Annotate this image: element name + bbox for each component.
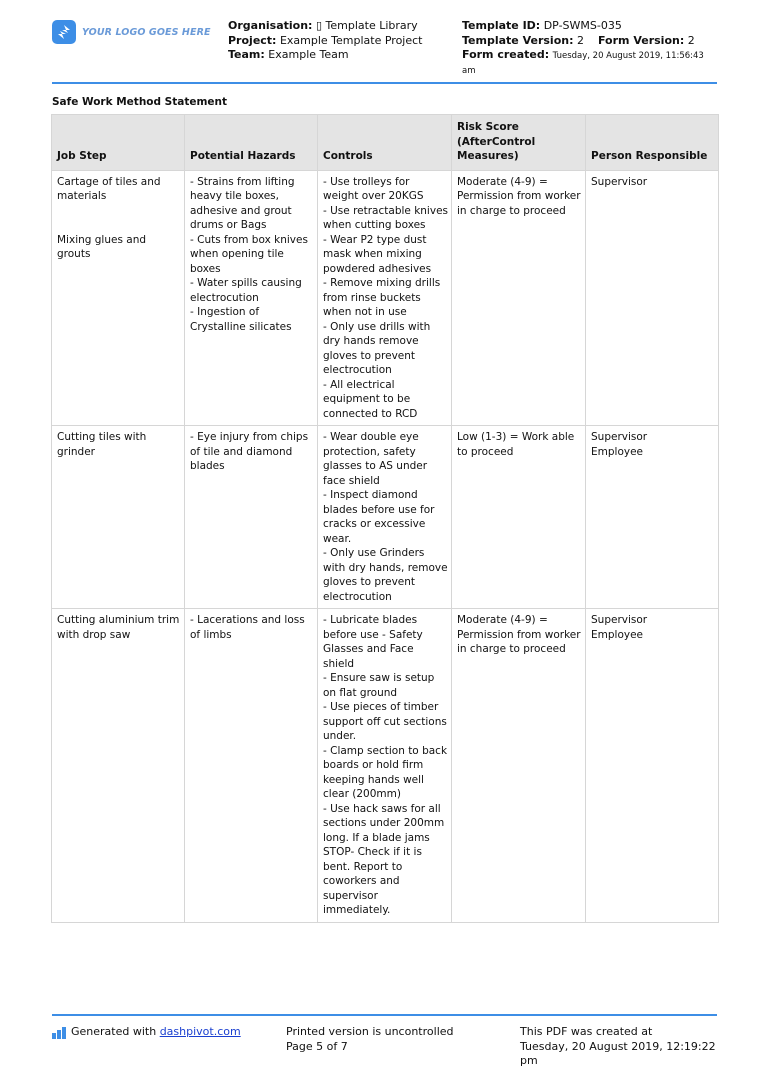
footer-divider <box>52 1014 717 1016</box>
cell-potential-hazards <box>185 170 318 426</box>
page-number: Page 5 of 7 <box>286 1039 348 1053</box>
table-row <box>52 426 719 609</box>
footer-pdf-created <box>520 1025 716 1069</box>
cell-line: - Use retractable knives <box>323 204 448 217</box>
cell-line: of tile and diamond <box>190 445 293 458</box>
cell-line: Low (1-3) = Work able <box>457 431 575 443</box>
cell-controls <box>318 170 452 426</box>
cell-line: Mixing glues and <box>57 233 147 246</box>
header-divider <box>52 82 717 84</box>
cell-line: to proceed <box>457 445 514 458</box>
cell-line: Supervisor <box>591 175 648 188</box>
cell-line: - Inspect diamond <box>323 489 418 501</box>
dashpivot-link[interactable]: dashpivot.com <box>159 1025 241 1038</box>
dashpivot-icon <box>52 1027 66 1039</box>
col-header-potential-hazards: Potential Hazards <box>185 115 318 171</box>
cell-line: clear (200mm) <box>323 788 401 800</box>
cell-line: adhesive and grout <box>190 204 292 217</box>
cell-line: keeping hands well <box>323 773 424 786</box>
cell-line: immediately. <box>323 904 391 916</box>
cell-line: - Use trolleys for <box>323 175 410 188</box>
cell-job-step <box>52 426 185 609</box>
template-version-label: Template Version: <box>462 33 574 47</box>
table-header-row <box>52 115 719 171</box>
pdf-created-date-cont: pm <box>520 1054 538 1067</box>
footer-printed <box>286 1025 454 1054</box>
table-row <box>52 170 719 426</box>
cell-line: connected to RCD <box>323 407 418 420</box>
cell-line: - Only use drills with <box>323 320 431 333</box>
organisation-value: ▯ Template Library <box>315 19 418 32</box>
cell-line: Permission from worker <box>457 190 581 202</box>
template-version-value: 2 <box>576 33 584 47</box>
form-created-value: Tuesday, 20 August 2019, 11:56:43 <box>552 51 704 61</box>
template-id-label: Template ID: <box>462 19 541 32</box>
cell-line: materials <box>57 190 107 202</box>
cell-person-responsible <box>586 170 719 426</box>
cell-line: wear. <box>323 532 352 545</box>
cell-risk-score <box>452 170 586 426</box>
swms-table <box>51 114 719 923</box>
cell-line: in charge to proceed <box>457 204 566 217</box>
pdf-created-label: This PDF was created at <box>520 1025 653 1038</box>
cell-line: - Cuts from box knives <box>190 233 308 246</box>
risk-header-line: Risk Score (After <box>457 121 519 148</box>
cell-line: with dry hands, remove <box>323 561 448 574</box>
cell-risk-score <box>452 609 586 923</box>
table-row <box>52 609 719 923</box>
cell-line: before use - Safety <box>323 628 423 641</box>
cell-line: Crystalline silicates <box>190 320 292 333</box>
cell-line: - Water spills causing <box>190 277 302 289</box>
table-body <box>52 170 719 922</box>
cell-line: boxes <box>190 262 221 275</box>
col-header-person-responsible: Person Responsible <box>586 115 719 171</box>
cell-spacer <box>57 204 179 219</box>
team-label: Team: <box>228 48 265 61</box>
cell-line: long. If a blade jams <box>323 831 430 844</box>
cell-line: drums or Bags <box>190 219 267 231</box>
cell-line: - Eye injury from chips <box>190 431 309 443</box>
form-created-value-cont: am <box>462 65 476 76</box>
cell-line: Employee <box>591 445 644 458</box>
cell-line: bent. Report to <box>323 860 403 873</box>
section-title: Safe Work Method Statement <box>52 96 228 108</box>
cell-line: - Lubricate blades <box>323 614 418 626</box>
cell-spacer <box>57 218 179 233</box>
cell-line: powdered adhesives <box>323 262 432 275</box>
cell-line: when opening tile <box>190 248 284 260</box>
cell-line: heavy tile boxes, <box>190 190 279 202</box>
cell-line: grouts <box>57 248 91 260</box>
cell-line: under. <box>323 730 357 742</box>
cell-line: - Use pieces of timber <box>323 701 439 713</box>
cell-line: blades <box>190 460 225 472</box>
cell-line: weight over 20KGS <box>323 190 424 202</box>
cell-line: STOP- Check if it is <box>323 846 422 858</box>
cell-line: blades before use for <box>323 503 435 516</box>
logo-text: YOUR LOGO GOES HERE <box>82 26 211 38</box>
cell-line: supervisor <box>323 889 378 902</box>
cell-line: Moderate (4-9) = <box>457 614 548 626</box>
cell-line: with drop saw <box>57 628 131 641</box>
cell-line: shield <box>323 657 355 670</box>
uncontrolled-notice: Printed version is uncontrolled <box>286 1025 454 1038</box>
organisation-info <box>228 19 423 63</box>
col-header-risk-score <box>452 115 586 171</box>
logo-icon <box>52 20 76 44</box>
project-label: Project: <box>228 33 277 47</box>
cell-line: - Wear double eye <box>323 431 419 443</box>
cell-line: glasses to AS under <box>323 460 428 472</box>
cell-line: when cutting boxes <box>323 219 426 231</box>
cell-line: electrocution <box>323 364 392 376</box>
col-header-controls: Controls <box>318 115 452 171</box>
cell-line: Permission from worker <box>457 628 581 641</box>
organisation-label: Organisation: <box>228 19 313 32</box>
cell-person-responsible <box>586 609 719 923</box>
pdf-created-date: Tuesday, 20 August 2019, 12:19:22 <box>520 1039 716 1053</box>
cell-line: electrocution <box>190 291 259 304</box>
cell-potential-hazards <box>185 426 318 609</box>
cell-line: Cutting aluminium trim <box>57 614 180 626</box>
form-version-value: 2 <box>687 33 695 47</box>
cell-line: face shield <box>323 474 380 487</box>
cell-line: Cartage of tiles and <box>57 175 161 188</box>
company-logo <box>52 20 211 44</box>
cell-line: - Remove mixing drills <box>323 277 441 289</box>
cell-line: equipment to be <box>323 393 411 405</box>
cell-line: of limbs <box>190 628 232 641</box>
cell-line: mask when mixing <box>323 248 422 260</box>
cell-controls <box>318 426 452 609</box>
cell-job-step <box>52 609 185 923</box>
cell-line: - Lacerations and loss <box>190 614 305 626</box>
cell-line: - Ensure saw is setup <box>323 672 435 684</box>
template-id-value: DP-SWMS-035 <box>543 19 622 32</box>
generated-text: Generated with <box>71 1025 160 1038</box>
project-value: Example Template Project <box>279 33 423 47</box>
cell-line: Employee <box>591 628 644 641</box>
cell-line: protection, safety <box>323 445 416 458</box>
cell-person-responsible <box>586 426 719 609</box>
cell-line: Cutting tiles with <box>57 431 147 443</box>
cell-line: gloves to prevent <box>323 349 416 362</box>
cell-line: - Only use Grinders <box>323 547 425 559</box>
footer-generated <box>52 1025 241 1040</box>
cell-line: - Use hack saws for all <box>323 802 441 815</box>
col-header-job-step: Job Step <box>52 115 185 171</box>
cell-line: cracks or excessive <box>323 518 426 530</box>
cell-line: support off cut sections <box>323 715 447 728</box>
cell-line: dry hands remove <box>323 335 419 347</box>
cell-line: on flat ground <box>323 686 398 699</box>
cell-line: - Clamp section to back <box>323 744 448 757</box>
cell-line: when not in use <box>323 306 407 318</box>
cell-controls <box>318 609 452 923</box>
cell-line: Glasses and Face <box>323 643 414 655</box>
cell-job-step <box>52 170 185 426</box>
cell-line: Supervisor <box>591 431 648 443</box>
cell-potential-hazards <box>185 609 318 923</box>
cell-line: coworkers and <box>323 875 400 887</box>
cell-line: - Strains from lifting <box>190 175 295 188</box>
cell-line: gloves to prevent <box>323 576 416 588</box>
cell-line: electrocution <box>323 590 392 603</box>
cell-line: - Wear P2 type dust <box>323 233 427 246</box>
page-header <box>0 0 768 84</box>
cell-line: sections under 200mm <box>323 817 445 829</box>
cell-line: Supervisor <box>591 614 648 626</box>
form-version-label: Form Version: <box>597 33 685 47</box>
form-created-label: Form created: <box>462 48 550 61</box>
cell-risk-score <box>452 426 586 609</box>
cell-line: in charge to proceed <box>457 643 566 655</box>
team-value: Example Team <box>268 48 349 61</box>
cell-line: - Ingestion of <box>190 306 260 318</box>
template-info <box>462 19 722 78</box>
cell-line: - All electrical <box>323 378 395 391</box>
cell-line: Moderate (4-9) = <box>457 175 548 188</box>
risk-header-line: Control Measures) <box>457 135 536 162</box>
cell-line: grinder <box>57 445 95 458</box>
cell-line: boards or hold firm <box>323 759 424 771</box>
cell-line: from rinse buckets <box>323 291 421 304</box>
